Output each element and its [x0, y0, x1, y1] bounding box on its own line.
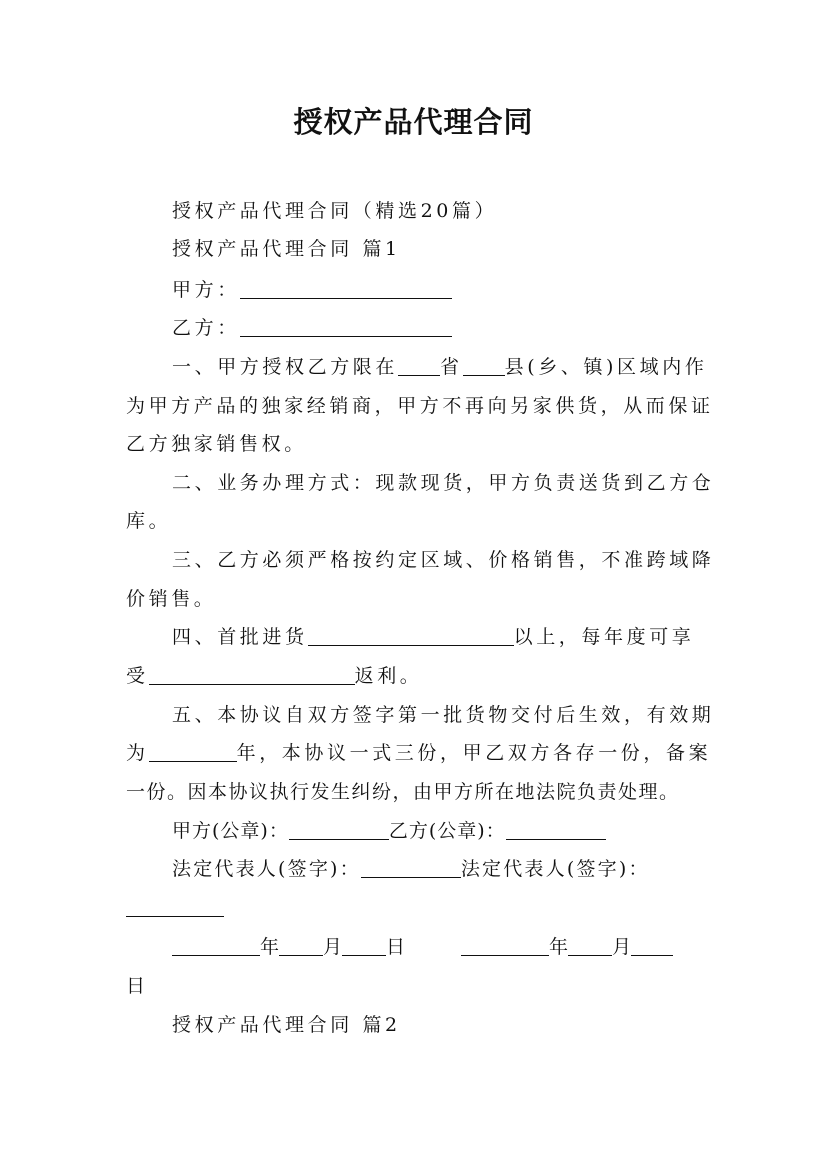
party-b-line	[172, 316, 452, 340]
day-label-a: 日	[386, 936, 406, 958]
party-b-year-blank	[461, 937, 549, 956]
clause-4-line-2	[126, 664, 422, 688]
party-a-label: 甲方：	[172, 279, 240, 301]
county-blank	[463, 357, 505, 376]
party-a-rep-label: 法定代表人(签字)：	[172, 858, 361, 880]
section-heading-1: 授权产品代理合同 篇1	[172, 238, 401, 260]
party-a-seal-blank	[289, 821, 389, 840]
clause-5-line-1: 五、本协议自双方签字第一批货物交付后生效，有效期	[172, 704, 715, 726]
clause-2-line-2: 库。	[126, 510, 172, 532]
party-a-seal-label: 甲方(公章)：	[172, 820, 289, 842]
party-b-seal-blank	[506, 821, 606, 840]
month-label-b: 月	[612, 936, 632, 958]
clause-4-text-b: 以上，每年度可享	[513, 626, 695, 648]
section-heading-2: 授权产品代理合同 篇2	[172, 1014, 401, 1036]
party-a-blank	[240, 280, 452, 299]
validity-years-blank	[149, 743, 237, 762]
first-order-blank	[308, 627, 514, 646]
party-b-rep-blank	[126, 898, 224, 917]
date-line	[172, 935, 673, 959]
party-b-rep-label: 法定代表人(签字)：	[460, 858, 650, 880]
signature-line	[172, 857, 650, 881]
subtitle-line: 授权产品代理合同（精选20篇）	[172, 200, 498, 222]
clause-5-text-b: 年，本协议一式三份，甲乙双方各存一份，备案	[236, 742, 712, 764]
date-continued-line: 日	[126, 975, 149, 997]
clause-4-text-a: 四、首批进货	[172, 626, 308, 648]
clause-1-text-c: 县(乡、镇)区域内作	[504, 356, 708, 378]
clause-1-text-a: 一、甲方授权乙方限在	[172, 356, 399, 378]
party-a-rep-blank	[361, 859, 461, 878]
clause-4-text-c: 受	[126, 665, 149, 687]
party-b-label: 乙方：	[172, 317, 240, 339]
clause-1-line-2: 为甲方产品的独家经销商，甲方不再向另家供货，从而保证	[126, 395, 714, 417]
clause-1-text-b: 省	[440, 356, 463, 378]
clause-4-text-d: 返利。	[354, 665, 423, 687]
clause-1-line-3: 乙方独家销售权。	[126, 433, 307, 455]
rebate-blank	[149, 666, 355, 685]
party-b-seal-label: 乙方(公章)：	[388, 820, 506, 842]
clause-5-text-a: 为	[126, 742, 149, 764]
party-b-month-blank	[568, 937, 612, 956]
clause-3-line-2: 价销售。	[126, 588, 217, 610]
party-b-day-blank	[631, 937, 673, 956]
seal-line	[172, 819, 606, 843]
clause-5-line-2	[126, 741, 711, 765]
party-b-blank	[240, 318, 452, 337]
province-blank	[398, 357, 440, 376]
party-a-month-blank	[279, 937, 323, 956]
clause-2-line-1: 二、业务办理方式：现款现货，甲方负责送货到乙方仓	[172, 472, 715, 494]
party-a-day-blank	[342, 937, 386, 956]
year-label-a: 年	[260, 936, 280, 958]
signature-continued-line	[126, 896, 224, 920]
clause-5-line-3: 一份。因本协议执行发生纠纷，由甲方所在地法院负责处理。	[126, 781, 680, 803]
party-a-line	[172, 278, 452, 302]
document-title: 授权产品代理合同	[293, 105, 534, 139]
party-a-year-blank	[172, 937, 260, 956]
clause-3-line-1: 三、乙方必须严格按约定区域、价格销售，不准跨域降	[172, 549, 715, 571]
clause-4-line-1	[172, 625, 694, 649]
year-label-b: 年	[549, 936, 569, 958]
month-label-a: 月	[323, 936, 343, 958]
clause-1-line-1	[172, 355, 707, 379]
